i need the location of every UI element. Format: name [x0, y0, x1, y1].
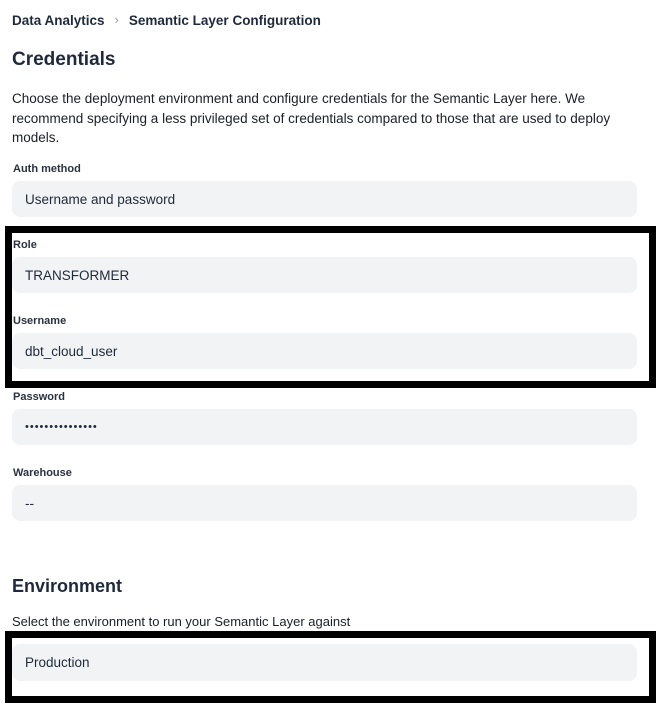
role-field-group — [12, 239, 638, 293]
password-field-group — [12, 391, 638, 445]
role-input[interactable]: TRANSFORMER — [12, 257, 637, 293]
password-label: Password — [13, 391, 65, 403]
username-label: Username — [13, 315, 67, 327]
breadcrumb-item-data-analytics[interactable]: Data Analytics — [12, 13, 105, 28]
role-label: Role — [13, 239, 37, 251]
password-input[interactable]: ••••••••••••••• — [12, 409, 637, 445]
auth-method-select[interactable]: Username and password — [12, 181, 637, 217]
warehouse-input[interactable]: -- — [12, 485, 637, 521]
auth-method-field-group — [12, 163, 638, 217]
breadcrumb — [12, 13, 321, 28]
warehouse-field-group — [12, 467, 638, 521]
warehouse-label: Warehouse — [13, 467, 72, 479]
breadcrumb-item-semantic-layer-configuration: Semantic Layer Configuration — [128, 13, 321, 28]
environment-field-group — [12, 644, 638, 681]
credentials-section-title: Credentials — [12, 49, 116, 70]
username-input[interactable]: dbt_cloud_user — [12, 333, 637, 369]
environment-subtitle: Select the environment to run your Semantic Layer against — [12, 614, 351, 629]
chevron-right-icon: › — [114, 12, 119, 27]
environment-select[interactable]: Production — [12, 644, 637, 681]
username-field-group — [12, 315, 638, 369]
auth-method-label: Auth method — [13, 163, 81, 175]
credentials-description: Choose the deployment environment and configure credentials for the Semantic Layer here. We recommend specifying a less privileged set of credentials compared to those that are used to deploy models. — [12, 91, 611, 145]
environment-section-title: Environment — [12, 576, 123, 596]
